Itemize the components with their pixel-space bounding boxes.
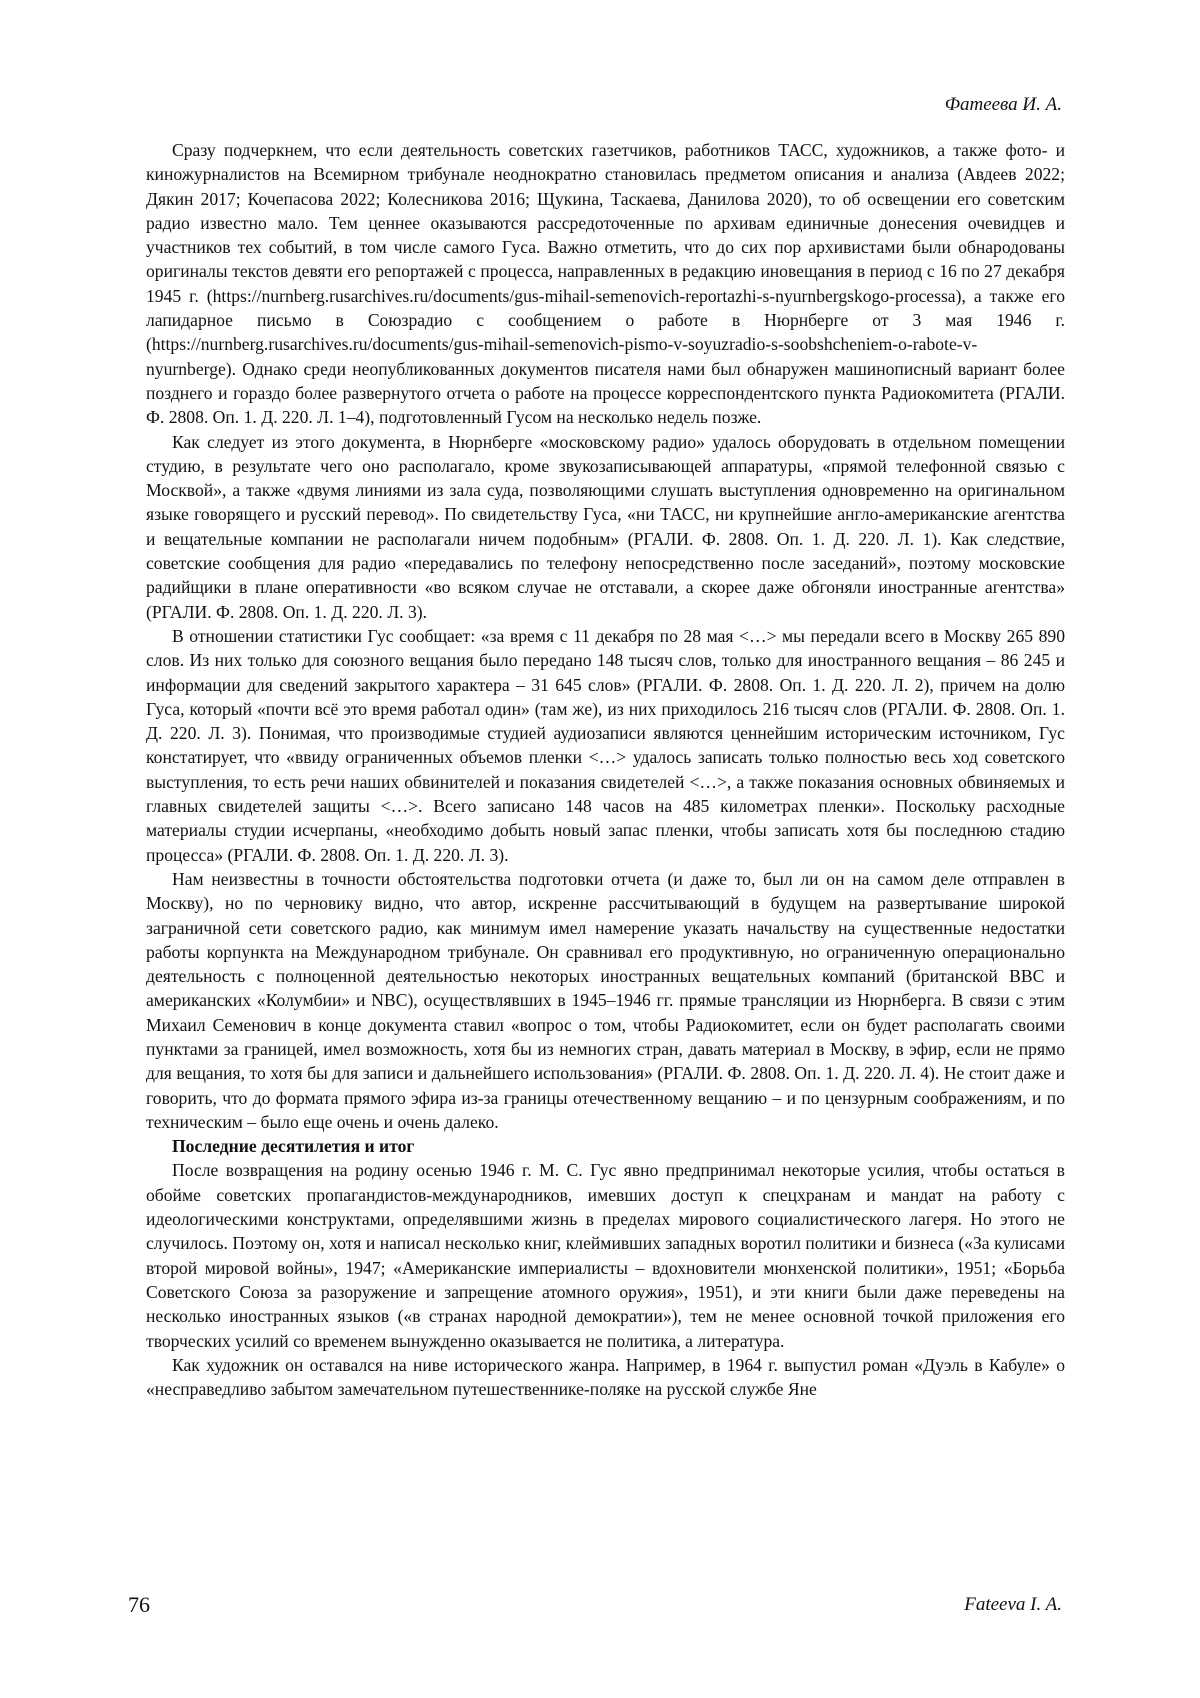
page-number: 76 <box>128 1592 150 1617</box>
body-paragraph: Как следует из этого документа, в Нюрнберге «московскому радио» удалось оборудовать в отдельном помещении студию, в результате чего оно располагало, кроме звукозаписывающей аппаратуры, «прямой телефонной связью с Москвой», а также «двумя линиями из зала суда, позволяющими слушать выступления одновременно на оригинальном языке говорящего и русский перевод». По свидетельству Гуса, «ни ТАСС, ни крупнейшие англо-американские агентства и вещательные компании не располагали ничем подобным» (РГАЛИ. Ф. 2808. Оп. 1. Д. 220. Л. 1). Как следствие, советские сообщения для радио «передавались по телефону непосредственно после заседаний», поэтому московские радийщики в плане оперативности «во всяком случае не отставали, а скорее даже обгоняли иностранные агентства» (РГАЛИ. Ф. 2808. Оп. 1. Д. 220. Л. 3). <box>146 431 1065 622</box>
body-paragraph: Нам неизвестны в точности обстоятельства подготовки отчета (и даже то, был ли он на самом деле отправлен в Москву), но по черновику видно, что автор, искренне рассчитывающий в будущем на развертывание широкой заграничной сети советского радио, как минимум имел намерение указать начальству на существенные недостатки работы корпункта на Международном трибунале. Он сравнивал его продуктивную, но ограниченную операционально деятельность с полноценной деятельностью некоторых иностранных вещательных компаний (британской BBC и американских «Колумбии» и NBC), осуществлявших в 1945–1946 гг. прямые трансляции из Нюрнберга. В связи с этим Михаил Семенович в конце документа ставил «вопрос о том, чтобы Радиокомитет, если он будет располагать своими пунктами за границей, имел возможность, хотя бы из немногих стран, давать материал в Москву, в эфир, если не прямо для вещания, то хотя бы для записи и дальнейшего использования» (РГАЛИ. Ф. 2808. Оп. 1. Д. 220. Л. 4). Не стоит даже и говорить, что до формата прямого эфира из-за границы отечественному вещанию – и по цензурным соображениям, и по техническим – было еще очень и очень далеко. <box>146 868 1065 1132</box>
section-heading: Последние десятилетия и итог <box>172 1136 415 1157</box>
body-paragraph: После возвращения на родину осенью 1946 г. М. С. Гус явно предпринимал некоторые усилия, чтобы остаться в обойме советских пропагандистов-международников, имевших доступ к спецхранам и мандат на работу с идеологическими конструктами, определявшими жизнь в пределах мирового социалистического лагеря. Но этого не случилось. Поэтому он, хотя и написал несколько книг, клеймивших западных воротил политики и бизнеса («За кулисами второй мировой войны», 1947; «Американские империалисты – вдохновители мюнхенской политики», 1951; «Борьба Советского Союза за разоружение и запрещение атомного оружия», 1951), и эти книги были даже переведены на несколько иностранных языков («в странах народной демократии»), тем не менее основной точкой приложения его творческих усилий со временем вынужденно оказывается не политика, а литература. <box>146 1160 1065 1351</box>
body-paragraph: Сразу подчеркнем, что если деятельность советских газетчиков, работников ТАСС, художников, а также фото- и киножурналистов на Всемирном трибунале неоднократно становилась предметом описания и анализа (Авдеев 2022; Дякин 2017; Кочепасова 2022; Колесникова 2016; Щукина, Таскаева, Данилова 2020), то об освещении его советским радио известно мало. Тем ценнее оказываются рассредоточенные по архивам единичные донесения очевидцев и участников тех событий, в том числе самого Гуса. Важно отметить, что до сих пор архивистами были обнародованы оригиналы текстов девяти его репортажей с процесса, направленных в редакцию иновещания в период с 16 по 27 декабря 1945 г. (https://nurnberg.rusarchives.ru/documents/gus-mihail-semenovich-reportazhi-s-nyurnbergskogo-processa), а также его лапидарное письмо в Союзрадио с сообщением о работе в Нюрнберге от 3 мая 1946 г. (https://nurnberg.rusarchives.ru/documents/gus-mihail-semenovich-pismo-v-soyuzradio-s-soobshcheniem-o-rabote-v-nyurnberge). Однако среди неопубликованных документов писателя нами был обнаружен машинописный вариант более позднего и гораздо более развернутого отчета о работе на процессе корреспондентского пункта Радиокомитета (РГАЛИ. Ф. 2808. Оп. 1. Д. 220. Л. 1–4), подготовленный Гусом на несколько недель позже. <box>146 140 1065 428</box>
running-head-author: Фатеева И. А. <box>944 94 1062 115</box>
body-paragraph: Как художник он оставался на ниве исторического жанра. Например, в 1964 г. выпустил роман «Дуэль в Кабуле» о «несправедливо забытом замечательном путешественнике-поляке на русской службе Яне <box>146 1354 1065 1400</box>
footer-author: Fateeva I. A. <box>964 1594 1062 1615</box>
body-paragraph: В отношении статистики Гус сообщает: «за время с 11 декабря по 28 мая <…> мы передали всего в Москву 265 890 слов. Из них только для союзного вещания было передано 148 тысяч слов, только для иностранного вещания – 86 245 и информации для сведений закрытого характера – 31 645 слов» (РГАЛИ. Ф. 2808. Оп. 1. Д. 220. Л. 2), причем на долю Гуса, который «почти всё это время работал один» (там же), из них приходилось 216 тысяч слов (РГАЛИ. Ф. 2808. Оп. 1. Д. 220. Л. 3). Понимая, что производимые студией аудиозаписи являются ценнейшим историческим источником, Гус констатирует, что «ввиду ограниченных объемов пленки <…> удалось записать только полностью весь ход советского выступления, то есть речи наших обвинителей и показания свидетелей <…>, а также показания основных обвиняемых и главных свидетелей защиты <…>. Всего записано 148 часов на 485 километрах пленки». Поскольку расходные материалы студии исчерпаны, «необходимо добыть новый запас пленки, чтобы записать хотя бы последнюю стадию процесса» (РГАЛИ. Ф. 2808. Оп. 1. Д. 220. Л. 3). <box>146 625 1065 865</box>
article-body <box>146 138 1065 1401</box>
